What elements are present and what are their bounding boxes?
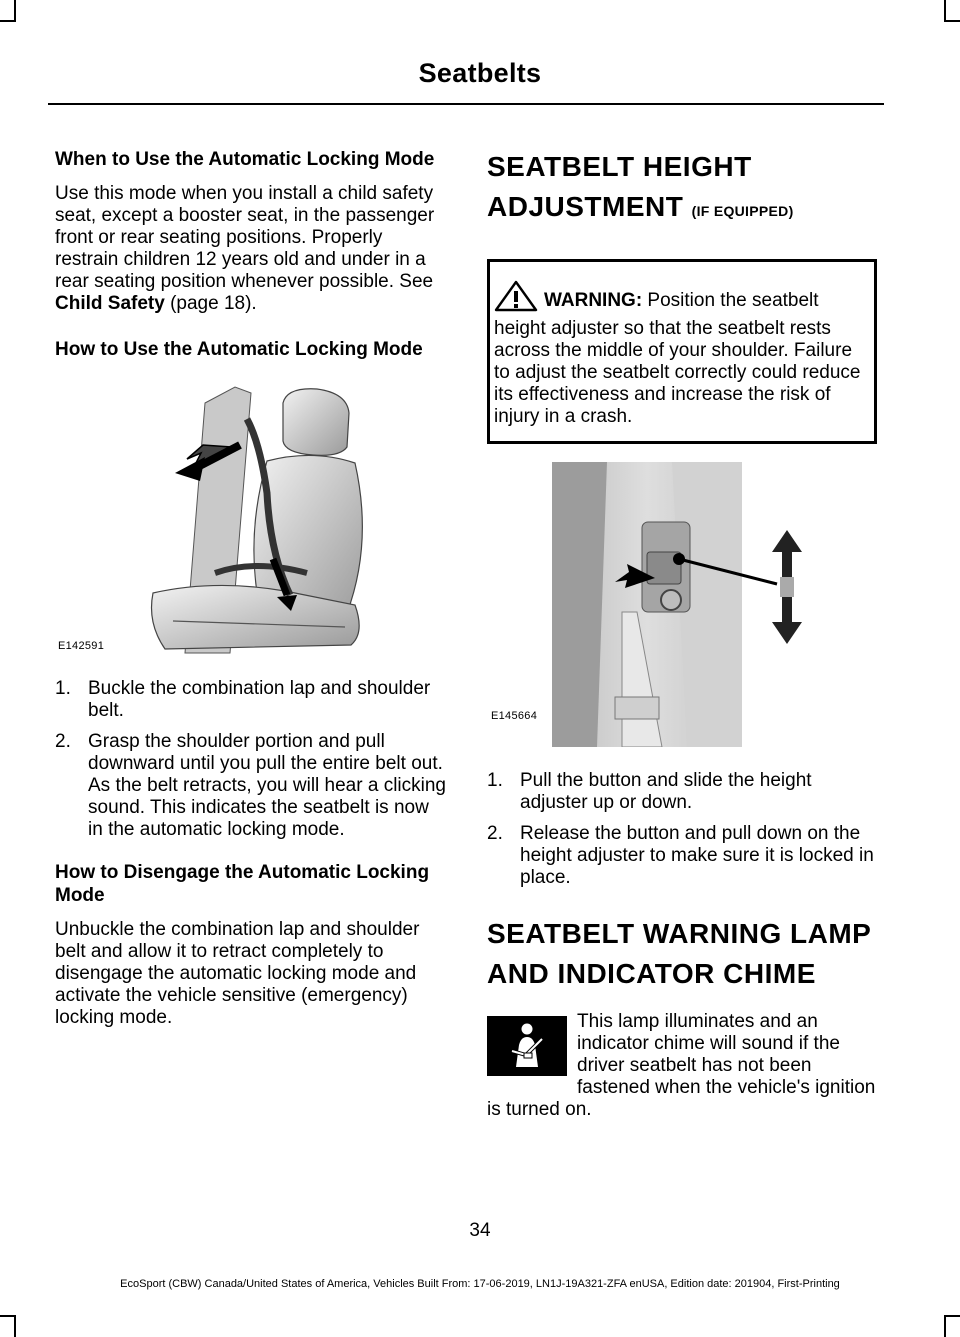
steps-list (487, 770, 877, 889)
height-heading-suffix: (IF EQUIPPED) (691, 203, 794, 219)
warning-text: Position the seatbelt height adjuster so that the seatbelt rests across the middle of your shoulder. Failure to adjust the seatbelt correctly could reduce its effectiveness and increase the risk of injury in a crash. (494, 290, 861, 427)
page-number: 34 (469, 1220, 491, 1241)
seat-figure (55, 383, 447, 663)
step-number: 1. (55, 678, 71, 699)
how-heading: How to Use the Automatic Locking Mode (55, 339, 423, 360)
page-title: Seatbelts (418, 58, 542, 88)
step-number: 2. (487, 823, 503, 844)
disengage-paragraph: Unbuckle the combination lap and shoulder belt and allow it to retract completely to disengage the automatic locking mode and activate the vehicle sensitive (emergency) locking mode. (55, 919, 420, 1028)
figure-label: E145664 (491, 710, 538, 722)
crop-mark (944, 1315, 946, 1337)
when-paragraph (55, 183, 447, 315)
warning-box (487, 259, 877, 444)
right-column (487, 150, 877, 1121)
step-number: 1. (487, 770, 503, 791)
figure-label: E142591 (58, 640, 105, 652)
steps-list (55, 678, 447, 841)
step-text: Grasp the shoulder portion and pull downward until you pull the entire belt out. As the belt retracts, you will hear a clicking sound. This indicates the seatbelt is now in the automatic locking mode. (88, 731, 446, 840)
crop-mark (944, 1315, 960, 1317)
disengage-heading: How to Disengage the Automatic Locking Mode (55, 862, 430, 906)
lamp-heading-line1: SEATBELT WARNING LAMP (487, 918, 872, 949)
lamp-paragraph: This lamp illuminates and an indicator chime will sound if the driver seatbelt has not been fastened when the vehicle's ignition is turned on. (487, 1011, 876, 1120)
height-adjuster-figure (487, 462, 877, 747)
step-text: Buckle the combination lap and shoulder belt. (88, 678, 431, 721)
list-item (487, 770, 877, 814)
header-rule (48, 103, 884, 105)
crop-mark (944, 0, 946, 22)
step-text: Pull the button and slide the height adjuster up or down. (520, 770, 812, 813)
list-item (487, 823, 877, 889)
crop-mark (944, 20, 960, 22)
seatbelt-warning-icon (487, 1016, 567, 1076)
when-page: (page 18). (164, 293, 257, 314)
height-heading (487, 150, 877, 228)
list-item (55, 731, 447, 841)
warning-label: WARNING: (544, 290, 643, 311)
crop-mark (14, 1315, 16, 1337)
lamp-heading-line2: AND INDICATOR CHIME (487, 958, 816, 989)
list-item (55, 678, 447, 722)
when-text: Use this mode when you install a child safety seat, except a booster seat, in the passenger front or rear seating positions. Properly restrain children 12 years old and under in a rear seating position whenever possible. See (55, 183, 435, 292)
left-column (55, 148, 447, 1029)
height-heading-line2: ADJUSTMENT (487, 191, 684, 222)
child-safety-link[interactable]: Child Safety (55, 293, 165, 314)
height-adjuster-illustration (487, 462, 877, 747)
step-text: Release the button and pull down on the height adjuster to make sure it is locked in place. (520, 823, 874, 888)
height-heading-line1: SEATBELT HEIGHT (487, 151, 752, 182)
seat-belt-illustration (55, 383, 447, 663)
step-number: 2. (55, 731, 71, 752)
lamp-section (487, 1011, 877, 1121)
warning-icon (494, 280, 544, 318)
when-heading: When to Use the Automatic Locking Mode (55, 149, 435, 170)
crop-mark (14, 0, 16, 22)
crop-mark (0, 1315, 16, 1317)
footer-text: EcoSport (CBW) Canada/United States of America, Vehicles Built From: 17-06-2019, LN1J-19A321-ZFA enUSA, Edition date: 201904, First-Printing (120, 1278, 840, 1290)
lamp-heading (487, 917, 877, 991)
crop-mark (0, 20, 16, 22)
